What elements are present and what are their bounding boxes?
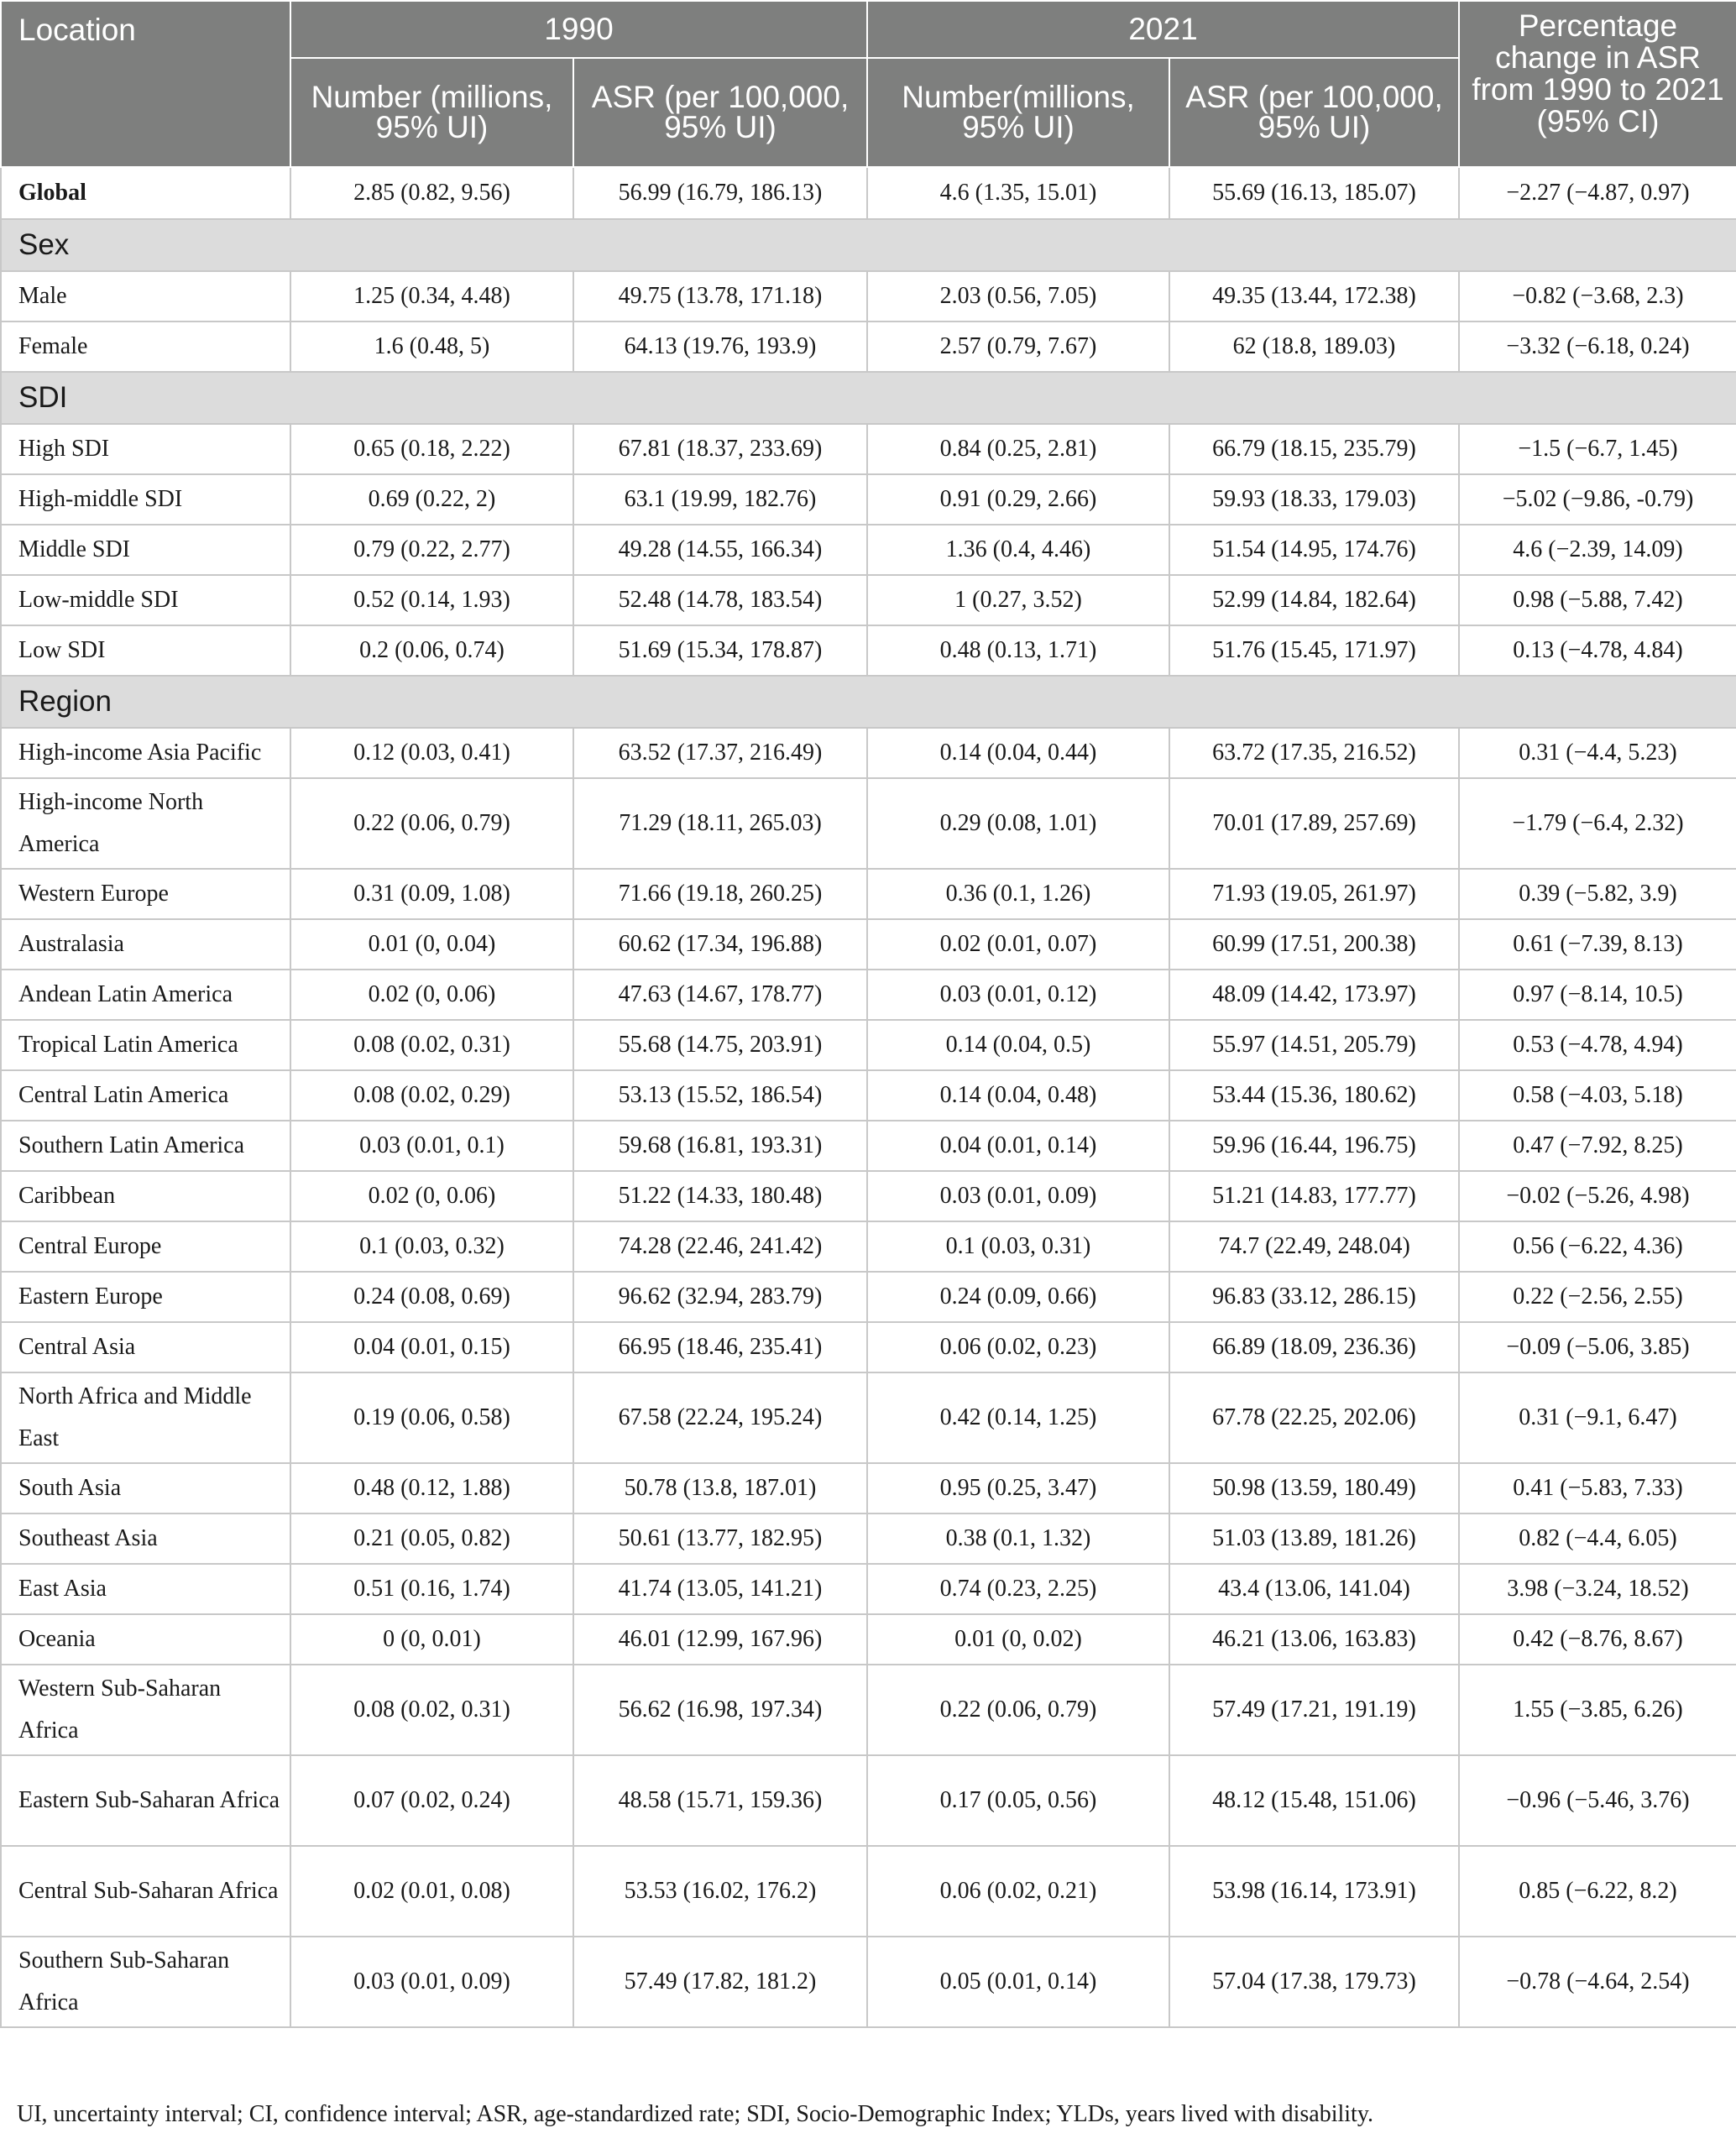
section-header-row (1, 219, 1736, 271)
table-row (1, 970, 1736, 1020)
asr-2021-cell: 57.04 (17.38, 179.73) (1169, 1937, 1459, 2027)
number-1990-cell: 0.19 (0.06, 0.58) (290, 1372, 573, 1463)
table-row (1, 1755, 1736, 1846)
number-2021-cell: 0.38 (0.1, 1.32) (867, 1513, 1169, 1564)
pct-change-cell: 0.85 (−6.22, 8.2) (1459, 1846, 1736, 1937)
pct-change-cell: 0.98 (−5.88, 7.42) (1459, 575, 1736, 625)
asr-2021-cell: 55.97 (14.51, 205.79) (1169, 1020, 1459, 1070)
table-header (1, 1, 1736, 167)
location-cell: Male (1, 271, 290, 322)
pct-change-cell: 0.82 (−4.4, 6.05) (1459, 1513, 1736, 1564)
asr-2021-cell: 74.7 (22.49, 248.04) (1169, 1221, 1459, 1272)
location-cell: Middle SDI (1, 525, 290, 575)
asr-1990-cell: 64.13 (19.76, 193.9) (573, 322, 867, 372)
header-year-2021: 2021 (867, 1, 1459, 58)
location-cell: Southern Latin America (1, 1121, 290, 1171)
pct-change-cell: 0.31 (−4.4, 5.23) (1459, 728, 1736, 778)
asr-2021-cell: 49.35 (13.44, 172.38) (1169, 271, 1459, 322)
number-1990-cell: 0.02 (0.01, 0.08) (290, 1846, 573, 1937)
pct-change-cell: 0.39 (−5.82, 3.9) (1459, 869, 1736, 919)
asr-2021-cell: 66.79 (18.15, 235.79) (1169, 424, 1459, 474)
asr-1990-cell: 74.28 (22.46, 241.42) (573, 1221, 867, 1272)
pct-change-cell: 3.98 (−3.24, 18.52) (1459, 1564, 1736, 1614)
number-1990-cell: 1.25 (0.34, 4.48) (290, 271, 573, 322)
asr-1990-cell: 48.58 (15.71, 159.36) (573, 1755, 867, 1846)
table-row (1, 1463, 1736, 1513)
location-cell: High-middle SDI (1, 474, 290, 525)
asr-1990-cell: 63.1 (19.99, 182.76) (573, 474, 867, 525)
table-row (1, 1513, 1736, 1564)
location-cell: Global (1, 167, 290, 219)
pct-change-cell: 1.55 (−3.85, 6.26) (1459, 1665, 1736, 1755)
pct-change-cell: 0.61 (−7.39, 8.13) (1459, 919, 1736, 970)
asr-2021-cell: 66.89 (18.09, 236.36) (1169, 1322, 1459, 1372)
number-2021-cell: 0.04 (0.01, 0.14) (867, 1121, 1169, 1171)
table-row (1, 575, 1736, 625)
number-1990-cell: 0.48 (0.12, 1.88) (290, 1463, 573, 1513)
number-1990-cell: 0.08 (0.02, 0.31) (290, 1020, 573, 1070)
asr-2021-cell: 51.76 (15.45, 171.97) (1169, 625, 1459, 676)
number-1990-cell: 0.12 (0.03, 0.41) (290, 728, 573, 778)
pct-change-cell: 4.6 (−2.39, 14.09) (1459, 525, 1736, 575)
location-cell: Oceania (1, 1614, 290, 1665)
asr-2021-cell: 53.98 (16.14, 173.91) (1169, 1846, 1459, 1937)
asr-2021-cell: 60.99 (17.51, 200.38) (1169, 919, 1459, 970)
number-1990-cell: 0.24 (0.08, 0.69) (290, 1272, 573, 1322)
number-2021-cell: 0.29 (0.08, 1.01) (867, 778, 1169, 869)
asr-2021-cell: 59.93 (18.33, 179.03) (1169, 474, 1459, 525)
number-1990-cell: 2.85 (0.82, 9.56) (290, 167, 573, 219)
asr-2021-cell: 46.21 (13.06, 163.83) (1169, 1614, 1459, 1665)
number-2021-cell: 1.36 (0.4, 4.46) (867, 525, 1169, 575)
number-2021-cell: 0.95 (0.25, 3.47) (867, 1463, 1169, 1513)
section-header-row (1, 372, 1736, 424)
number-1990-cell: 0.51 (0.16, 1.74) (290, 1564, 573, 1614)
pct-change-cell: −0.82 (−3.68, 2.3) (1459, 271, 1736, 322)
number-1990-cell: 0.31 (0.09, 1.08) (290, 869, 573, 919)
number-1990-cell: 0.69 (0.22, 2) (290, 474, 573, 525)
table-row (1, 474, 1736, 525)
table-row (1, 1171, 1736, 1221)
location-cell: North Africa and Middle East (1, 1372, 290, 1463)
location-cell: Eastern Europe (1, 1272, 290, 1322)
asr-2021-cell: 51.21 (14.83, 177.77) (1169, 1171, 1459, 1221)
pct-change-cell: −0.02 (−5.26, 4.98) (1459, 1171, 1736, 1221)
table-footnote: UI, uncertainty interval; CI, confidence interval; ASR, age-standardized rate; SDI, Socio-Demographic Index; YLDs, years lived with disability. (17, 2101, 1374, 2127)
location-cell: East Asia (1, 1564, 290, 1614)
table-row (1, 271, 1736, 322)
pct-change-cell: 0.47 (−7.92, 8.25) (1459, 1121, 1736, 1171)
table-row (1, 1846, 1736, 1937)
location-cell: Tropical Latin America (1, 1020, 290, 1070)
header-number-1990: Number (millions, 95% UI) (290, 58, 573, 167)
asr-2021-cell: 52.99 (14.84, 182.64) (1169, 575, 1459, 625)
asr-2021-cell: 67.78 (22.25, 202.06) (1169, 1372, 1459, 1463)
number-1990-cell: 0.07 (0.02, 0.24) (290, 1755, 573, 1846)
asr-2021-cell: 70.01 (17.89, 257.69) (1169, 778, 1459, 869)
table-row (1, 1564, 1736, 1614)
location-cell: High SDI (1, 424, 290, 474)
table-row (1, 625, 1736, 676)
table-row (1, 869, 1736, 919)
number-1990-cell: 0.79 (0.22, 2.77) (290, 525, 573, 575)
asr-1990-cell: 57.49 (17.82, 181.2) (573, 1937, 867, 2027)
number-2021-cell: 0.06 (0.02, 0.23) (867, 1322, 1169, 1372)
number-2021-cell: 0.06 (0.02, 0.21) (867, 1846, 1169, 1937)
number-2021-cell: 2.03 (0.56, 7.05) (867, 271, 1169, 322)
asr-2021-cell: 43.4 (13.06, 141.04) (1169, 1564, 1459, 1614)
section-header-label: Region (1, 676, 1736, 728)
asr-1990-cell: 53.53 (16.02, 176.2) (573, 1846, 867, 1937)
asr-2021-cell: 53.44 (15.36, 180.62) (1169, 1070, 1459, 1121)
header-percentage-change: Percentage change in ASR from 1990 to 2021 (95% CI) (1459, 1, 1736, 167)
asr-2021-cell: 55.69 (16.13, 185.07) (1169, 167, 1459, 219)
pct-change-cell: 0.31 (−9.1, 6.47) (1459, 1372, 1736, 1463)
pct-change-cell: 0.53 (−4.78, 4.94) (1459, 1020, 1736, 1070)
number-2021-cell: 0.05 (0.01, 0.14) (867, 1937, 1169, 2027)
location-cell: Central Sub-Saharan Africa (1, 1846, 290, 1937)
pct-change-cell: 0.58 (−4.03, 5.18) (1459, 1070, 1736, 1121)
pct-change-cell: 0.22 (−2.56, 2.55) (1459, 1272, 1736, 1322)
asr-1990-cell: 53.13 (15.52, 186.54) (573, 1070, 867, 1121)
location-cell: Low SDI (1, 625, 290, 676)
asr-1990-cell: 49.28 (14.55, 166.34) (573, 525, 867, 575)
pct-change-cell: −3.32 (−6.18, 0.24) (1459, 322, 1736, 372)
location-cell: Caribbean (1, 1171, 290, 1221)
number-2021-cell: 0.17 (0.05, 0.56) (867, 1755, 1169, 1846)
number-1990-cell: 0.52 (0.14, 1.93) (290, 575, 573, 625)
table-row (1, 424, 1736, 474)
table-row (1, 1070, 1736, 1121)
number-1990-cell: 0.02 (0, 0.06) (290, 1171, 573, 1221)
pct-change-cell: −0.78 (−4.64, 2.54) (1459, 1937, 1736, 2027)
number-1990-cell: 0.1 (0.03, 0.32) (290, 1221, 573, 1272)
number-2021-cell: 2.57 (0.79, 7.67) (867, 322, 1169, 372)
location-cell: Western Europe (1, 869, 290, 919)
table-row (1, 1937, 1736, 2027)
asr-2021-cell: 96.83 (33.12, 286.15) (1169, 1272, 1459, 1322)
asr-1990-cell: 52.48 (14.78, 183.54) (573, 575, 867, 625)
pct-change-cell: 0.41 (−5.83, 7.33) (1459, 1463, 1736, 1513)
section-header-label: SDI (1, 372, 1736, 424)
number-1990-cell: 0.01 (0, 0.04) (290, 919, 573, 970)
asr-2021-cell: 71.93 (19.05, 261.97) (1169, 869, 1459, 919)
number-1990-cell: 0.08 (0.02, 0.31) (290, 1665, 573, 1755)
location-cell: Eastern Sub-Saharan Africa (1, 1755, 290, 1846)
number-2021-cell: 0.14 (0.04, 0.5) (867, 1020, 1169, 1070)
location-cell: Female (1, 322, 290, 372)
number-2021-cell: 0.84 (0.25, 2.81) (867, 424, 1169, 474)
number-1990-cell: 0 (0, 0.01) (290, 1614, 573, 1665)
global-row (1, 167, 1736, 219)
pct-change-cell: −1.5 (−6.7, 1.45) (1459, 424, 1736, 474)
table-body (1, 167, 1736, 2027)
location-cell: Central Asia (1, 1322, 290, 1372)
number-2021-cell: 0.42 (0.14, 1.25) (867, 1372, 1169, 1463)
asr-2021-cell: 50.98 (13.59, 180.49) (1169, 1463, 1459, 1513)
number-2021-cell: 0.91 (0.29, 2.66) (867, 474, 1169, 525)
number-1990-cell: 0.2 (0.06, 0.74) (290, 625, 573, 676)
asr-1990-cell: 49.75 (13.78, 171.18) (573, 271, 867, 322)
number-2021-cell: 0.24 (0.09, 0.66) (867, 1272, 1169, 1322)
asr-1990-cell: 56.99 (16.79, 186.13) (573, 167, 867, 219)
table-row (1, 1322, 1736, 1372)
number-1990-cell: 0.02 (0, 0.06) (290, 970, 573, 1020)
pct-change-cell: −0.09 (−5.06, 3.85) (1459, 1322, 1736, 1372)
pct-change-cell: 0.56 (−6.22, 4.36) (1459, 1221, 1736, 1272)
number-1990-cell: 0.04 (0.01, 0.15) (290, 1322, 573, 1372)
asr-1990-cell: 50.78 (13.8, 187.01) (573, 1463, 867, 1513)
location-cell: Central Latin America (1, 1070, 290, 1121)
asr-1990-cell: 71.29 (18.11, 265.03) (573, 778, 867, 869)
asr-1990-cell: 67.58 (22.24, 195.24) (573, 1372, 867, 1463)
asr-1990-cell: 51.69 (15.34, 178.87) (573, 625, 867, 676)
table-row (1, 1121, 1736, 1171)
asr-1990-cell: 63.52 (17.37, 216.49) (573, 728, 867, 778)
number-2021-cell: 0.14 (0.04, 0.44) (867, 728, 1169, 778)
number-2021-cell: 0.22 (0.06, 0.79) (867, 1665, 1169, 1755)
header-location: Location (1, 1, 290, 167)
table-row (1, 1372, 1736, 1463)
asr-1990-cell: 60.62 (17.34, 196.88) (573, 919, 867, 970)
asr-1990-cell: 47.63 (14.67, 178.77) (573, 970, 867, 1020)
asr-2021-cell: 62 (18.8, 189.03) (1169, 322, 1459, 372)
pct-change-cell: −1.79 (−6.4, 2.32) (1459, 778, 1736, 869)
asr-1990-cell: 41.74 (13.05, 141.21) (573, 1564, 867, 1614)
location-cell: Southern Sub-Saharan Africa (1, 1937, 290, 2027)
asr-2021-cell: 48.12 (15.48, 151.06) (1169, 1755, 1459, 1846)
asr-1990-cell: 59.68 (16.81, 193.31) (573, 1121, 867, 1171)
location-cell: High-income Asia Pacific (1, 728, 290, 778)
number-1990-cell: 0.21 (0.05, 0.82) (290, 1513, 573, 1564)
number-2021-cell: 0.1 (0.03, 0.31) (867, 1221, 1169, 1272)
number-2021-cell: 0.01 (0, 0.02) (867, 1614, 1169, 1665)
table-row (1, 1614, 1736, 1665)
location-cell: Low-middle SDI (1, 575, 290, 625)
pct-change-cell: −0.96 (−5.46, 3.76) (1459, 1755, 1736, 1846)
asr-2021-cell: 59.96 (16.44, 196.75) (1169, 1121, 1459, 1171)
table-row (1, 1221, 1736, 1272)
number-2021-cell: 0.74 (0.23, 2.25) (867, 1564, 1169, 1614)
number-2021-cell: 4.6 (1.35, 15.01) (867, 167, 1169, 219)
number-2021-cell: 0.48 (0.13, 1.71) (867, 625, 1169, 676)
number-2021-cell: 0.14 (0.04, 0.48) (867, 1070, 1169, 1121)
asr-1990-cell: 71.66 (19.18, 260.25) (573, 869, 867, 919)
number-2021-cell: 0.02 (0.01, 0.07) (867, 919, 1169, 970)
asr-2021-cell: 51.03 (13.89, 181.26) (1169, 1513, 1459, 1564)
location-cell: Western Sub-Saharan Africa (1, 1665, 290, 1755)
location-cell: South Asia (1, 1463, 290, 1513)
pct-change-cell: −2.27 (−4.87, 0.97) (1459, 167, 1736, 219)
asr-1990-cell: 55.68 (14.75, 203.91) (573, 1020, 867, 1070)
pct-change-cell: −5.02 (−9.86, -0.79) (1459, 474, 1736, 525)
number-2021-cell: 0.03 (0.01, 0.09) (867, 1171, 1169, 1221)
location-cell: High-income North America (1, 778, 290, 869)
table-row (1, 525, 1736, 575)
number-2021-cell: 1 (0.27, 3.52) (867, 575, 1169, 625)
table-row (1, 1020, 1736, 1070)
asr-1990-cell: 66.95 (18.46, 235.41) (573, 1322, 867, 1372)
table-row (1, 919, 1736, 970)
asr-1990-cell: 51.22 (14.33, 180.48) (573, 1171, 867, 1221)
asr-2021-cell: 51.54 (14.95, 174.76) (1169, 525, 1459, 575)
number-1990-cell: 0.03 (0.01, 0.09) (290, 1937, 573, 2027)
asr-1990-cell: 50.61 (13.77, 182.95) (573, 1513, 867, 1564)
asr-2021-cell: 57.49 (17.21, 191.19) (1169, 1665, 1459, 1755)
header-asr-1990: ASR (per 100,000, 95% UI) (573, 58, 867, 167)
location-cell: Central Europe (1, 1221, 290, 1272)
number-1990-cell: 0.08 (0.02, 0.29) (290, 1070, 573, 1121)
number-1990-cell: 0.65 (0.18, 2.22) (290, 424, 573, 474)
table-row (1, 778, 1736, 869)
number-1990-cell: 1.6 (0.48, 5) (290, 322, 573, 372)
header-asr-2021: ASR (per 100,000, 95% UI) (1169, 58, 1459, 167)
location-cell: Southeast Asia (1, 1513, 290, 1564)
location-cell: Andean Latin America (1, 970, 290, 1020)
header-year-1990: 1990 (290, 1, 867, 58)
asr-2021-cell: 48.09 (14.42, 173.97) (1169, 970, 1459, 1020)
number-2021-cell: 0.36 (0.1, 1.26) (867, 869, 1169, 919)
table-row (1, 1272, 1736, 1322)
asr-2021-cell: 63.72 (17.35, 216.52) (1169, 728, 1459, 778)
asr-1990-cell: 96.62 (32.94, 283.79) (573, 1272, 867, 1322)
table-row (1, 1665, 1736, 1755)
table-row (1, 322, 1736, 372)
number-2021-cell: 0.03 (0.01, 0.12) (867, 970, 1169, 1020)
section-header-label: Sex (1, 219, 1736, 271)
asr-1990-cell: 56.62 (16.98, 197.34) (573, 1665, 867, 1755)
section-header-row (1, 676, 1736, 728)
location-cell: Australasia (1, 919, 290, 970)
pct-change-cell: 0.13 (−4.78, 4.84) (1459, 625, 1736, 676)
pct-change-cell: 0.97 (−8.14, 10.5) (1459, 970, 1736, 1020)
pct-change-cell: 0.42 (−8.76, 8.67) (1459, 1614, 1736, 1665)
table-row (1, 728, 1736, 778)
header-number-2021: Number(millions, 95% UI) (867, 58, 1169, 167)
asr-1990-cell: 67.81 (18.37, 233.69) (573, 424, 867, 474)
number-1990-cell: 0.03 (0.01, 0.1) (290, 1121, 573, 1171)
number-1990-cell: 0.22 (0.06, 0.79) (290, 778, 573, 869)
asr-1990-cell: 46.01 (12.99, 167.96) (573, 1614, 867, 1665)
